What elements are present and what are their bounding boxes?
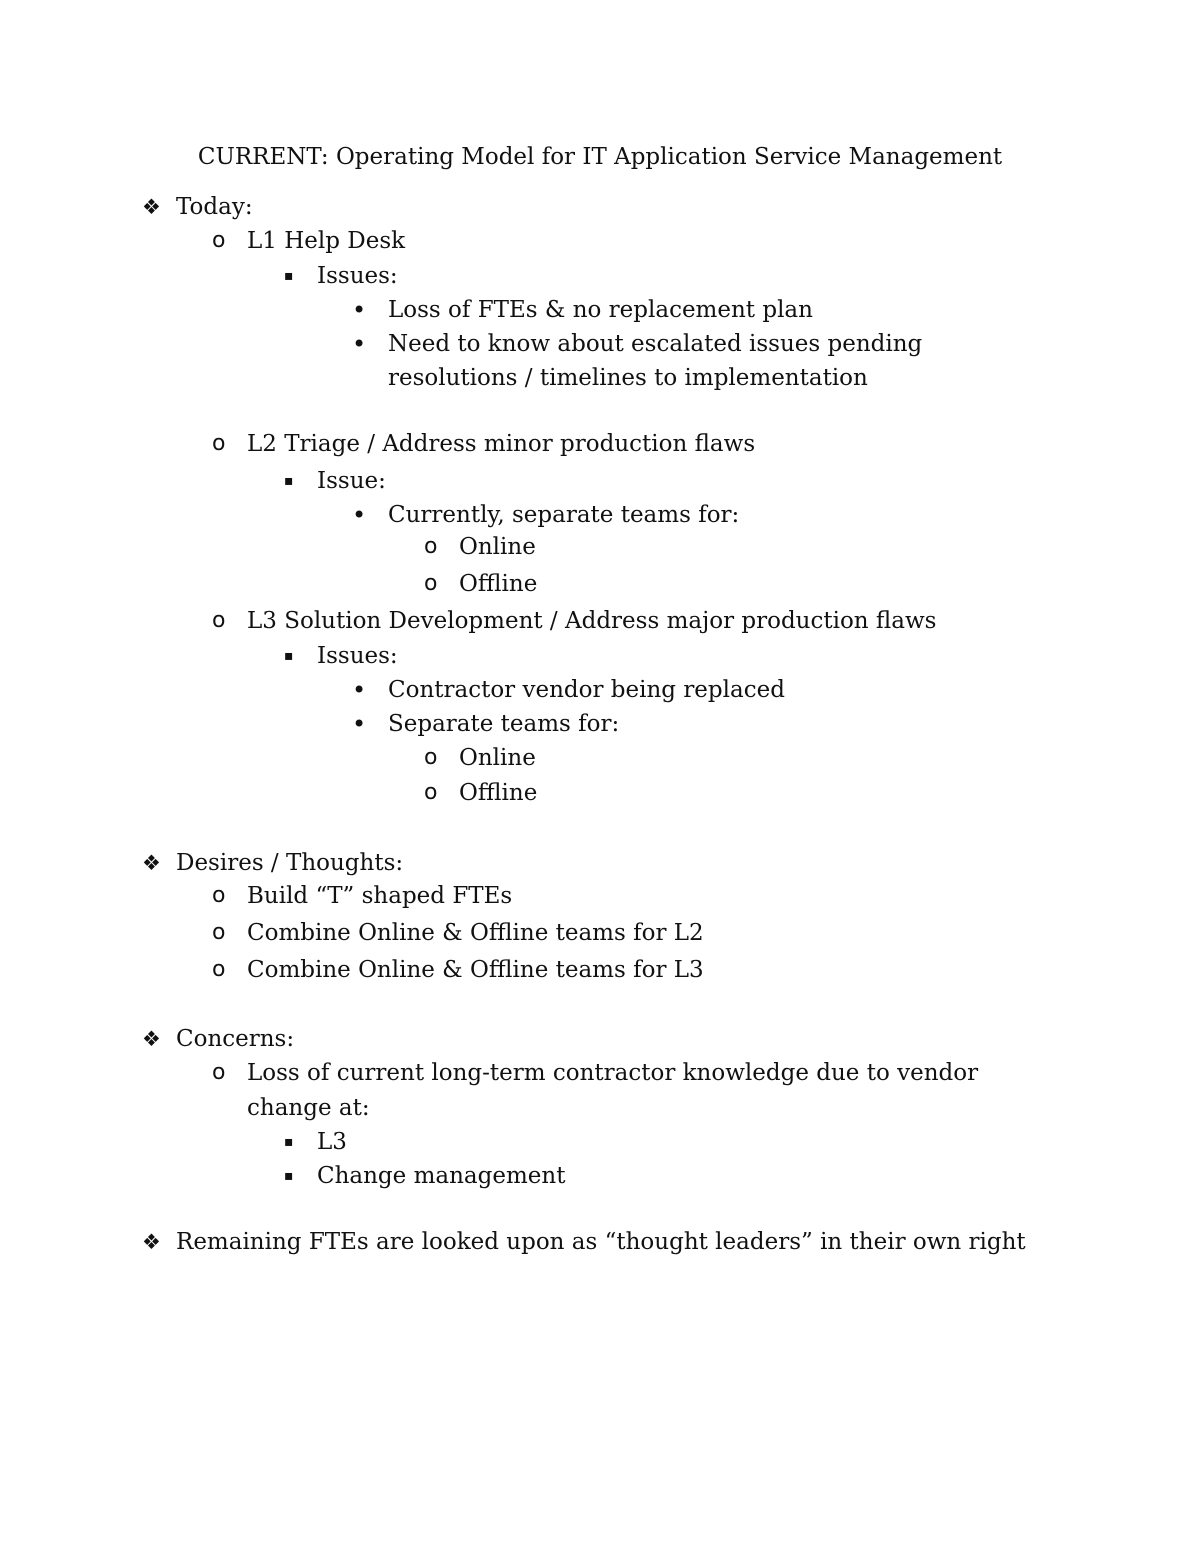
round-bullet-icon: • bbox=[352, 330, 367, 358]
document-title: CURRENT: Operating Model for IT Application Service Management bbox=[197, 144, 1003, 170]
circle-bullet-icon: o bbox=[212, 228, 226, 253]
list-item-l2-online: Online bbox=[459, 534, 536, 560]
list-item-combine-l3: Combine Online & Offline teams for L3 bbox=[247, 957, 704, 983]
list-item-combine-l2: Combine Online & Offline teams for L2 bbox=[247, 920, 704, 946]
list-item-l2-offline: Offline bbox=[459, 571, 538, 597]
list-item-loss-of-knowledge-continued: change at: bbox=[247, 1095, 370, 1121]
circle-bullet-icon: o bbox=[424, 534, 438, 559]
square-bullet-icon: ▪ bbox=[284, 1134, 294, 1150]
list-item-concern-l3: L3 bbox=[317, 1129, 347, 1155]
round-bullet-icon: • bbox=[352, 710, 367, 738]
list-item-l3-separate-teams: Separate teams for: bbox=[388, 711, 620, 737]
list-item-l1-issues: Issues: bbox=[317, 263, 398, 289]
circle-bullet-icon: o bbox=[212, 920, 226, 945]
square-bullet-icon: ▪ bbox=[284, 473, 294, 489]
list-item-separate-teams: Currently, separate teams for: bbox=[388, 502, 740, 528]
circle-bullet-icon: o bbox=[212, 883, 226, 908]
diamond-bullet-icon: ❖ bbox=[142, 195, 161, 219]
diamond-bullet-icon: ❖ bbox=[142, 1027, 161, 1051]
round-bullet-icon: • bbox=[352, 676, 367, 704]
diamond-bullet-icon: ❖ bbox=[142, 1230, 161, 1254]
list-item-l3-online: Online bbox=[459, 745, 536, 771]
round-bullet-icon: • bbox=[352, 501, 367, 529]
list-item-escalated-issues: Need to know about escalated issues pending bbox=[388, 331, 923, 357]
round-bullet-icon: • bbox=[352, 296, 367, 324]
list-item-today: Today: bbox=[176, 194, 253, 220]
list-item-change-management: Change management bbox=[317, 1163, 566, 1189]
list-item-loss-of-knowledge: Loss of current long-term contractor knowledge due to vendor bbox=[247, 1060, 979, 1086]
list-item-escalated-issues-continued: resolutions / timelines to implementation bbox=[388, 365, 868, 391]
circle-bullet-icon: o bbox=[212, 957, 226, 982]
circle-bullet-icon: o bbox=[212, 1060, 226, 1085]
circle-bullet-icon: o bbox=[424, 745, 438, 770]
list-item-l3-solution-development: L3 Solution Development / Address major production flaws bbox=[247, 608, 937, 634]
list-item-concerns: Concerns: bbox=[176, 1026, 295, 1052]
list-item-contractor-vendor: Contractor vendor being replaced bbox=[388, 677, 785, 703]
list-item-remaining-ftes: Remaining FTEs are looked upon as “thought leaders” in their own right bbox=[176, 1229, 1026, 1255]
circle-bullet-icon: o bbox=[424, 571, 438, 596]
list-item-desires-thoughts: Desires / Thoughts: bbox=[176, 850, 404, 876]
circle-bullet-icon: o bbox=[212, 431, 226, 456]
list-item-l2-triage: L2 Triage / Address minor production flaws bbox=[247, 431, 756, 457]
square-bullet-icon: ▪ bbox=[284, 268, 294, 284]
circle-bullet-icon: o bbox=[424, 780, 438, 805]
square-bullet-icon: ▪ bbox=[284, 648, 294, 664]
list-item-l3-issues: Issues: bbox=[317, 643, 398, 669]
list-item-l2-issue: Issue: bbox=[317, 468, 386, 494]
circle-bullet-icon: o bbox=[212, 608, 226, 633]
diamond-bullet-icon: ❖ bbox=[142, 851, 161, 875]
list-item-loss-of-ftes: Loss of FTEs & no replacement plan bbox=[388, 297, 813, 323]
list-item-l1-help-desk: L1 Help Desk bbox=[247, 228, 406, 254]
list-item-build-t-shaped: Build “T” shaped FTEs bbox=[247, 883, 513, 909]
square-bullet-icon: ▪ bbox=[284, 1168, 294, 1184]
list-item-l3-offline: Offline bbox=[459, 780, 538, 806]
